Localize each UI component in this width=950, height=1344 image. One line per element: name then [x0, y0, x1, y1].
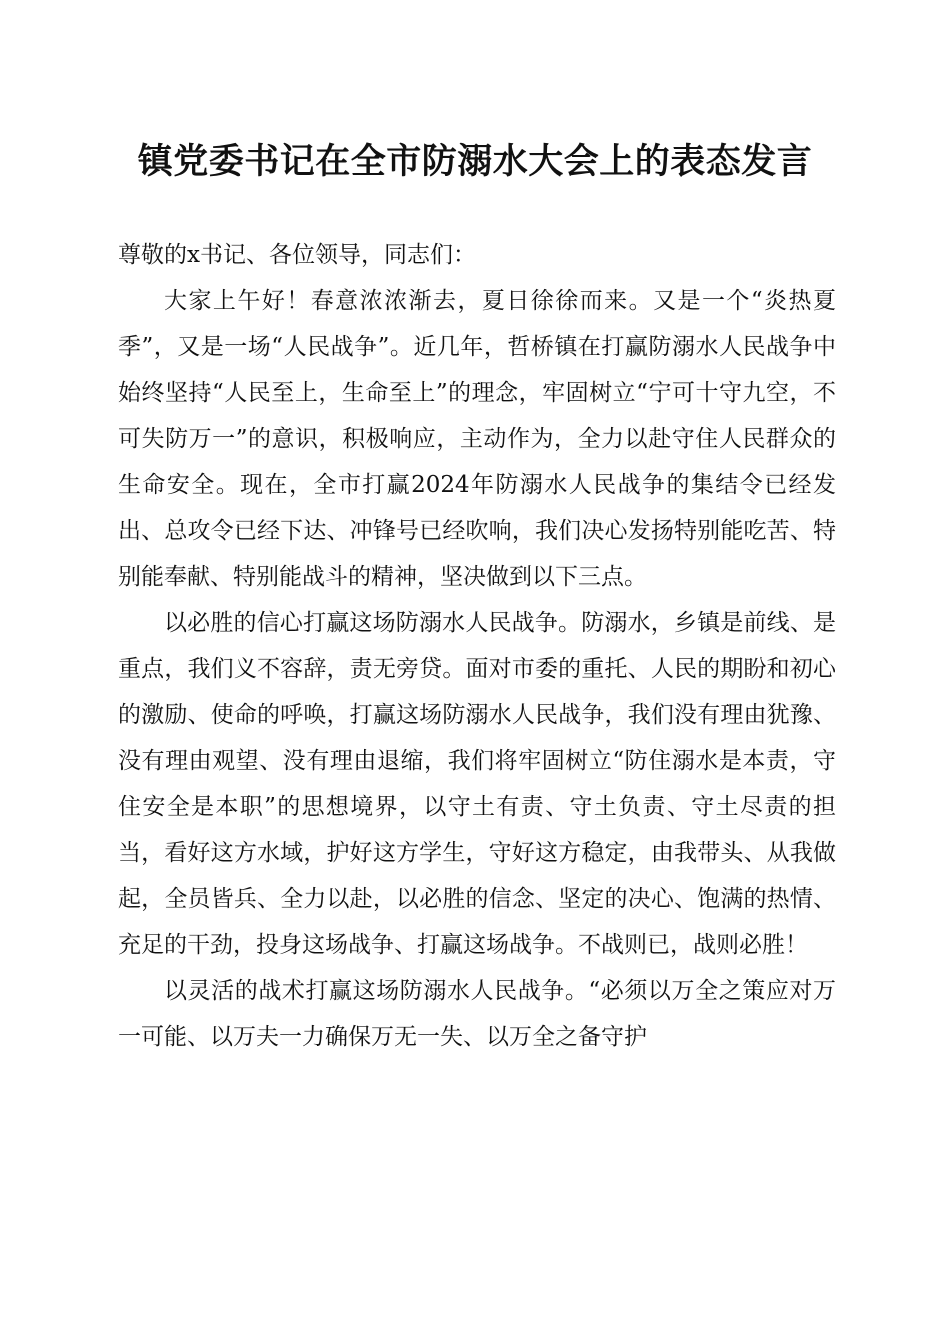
paragraph-tactics: 以灵活的战术打赢这场防溺水人民战争。“必须以万全之策应对万一可能、以万夫一力确保万无一失、以万全之备守护 — [118, 978, 836, 1050]
salutation: 尊敬的x书记、各位领导，同志们： — [118, 242, 476, 268]
document-title: 镇党委书记在全市防溺水大会上的表态发言 — [137, 141, 813, 182]
document-body — [118, 232, 836, 1060]
paragraph-confidence: 以必胜的信心打赢这场防溺水人民战争。防溺水，乡镇是前线、是重点，我们义不容辞，责无旁贷。面对市委的重托、人民的期盼和初心的激励、使命的呼唤，打赢这场防溺水人民战争，我们没有理由犹豫、没有理由观望、没有理由退缩，我们将牢固树立“防住溺水是本责，守住安全是本职”的思想境界，以守土有责、守土负责、守土尽责的担当，看好这方水域，护好这方学生，守好这方稳定，由我带头、从我做起，全员皆兵、全力以赴，以必胜的信念、坚定的决心、饱满的热情、充足的干劲，投身这场战争、打赢这场战争。不战则已，战则必胜！ — [118, 610, 836, 958]
paragraph-greeting: 大家上午好！春意浓浓渐去，夏日徐徐而来。又是一个“炎热夏季”，又是一场“人民战争”。近几年，哲桥镇在打赢防溺水人民战争中始终坚持“人民至上，生命至上”的理念，牢固树立“宁可十守九空，不可失防万一”的意识，积极响应，主动作为，全力以赴守住人民群众的生命安全。现在，全市打赢2024年防溺水人民战争的集结令已经发出、总攻令已经下达、冲锋号已经吹响，我们决心发扬特别能吃苦、特别能奉献、特别能战斗的精神，坚决做到以下三点。 — [118, 288, 836, 590]
